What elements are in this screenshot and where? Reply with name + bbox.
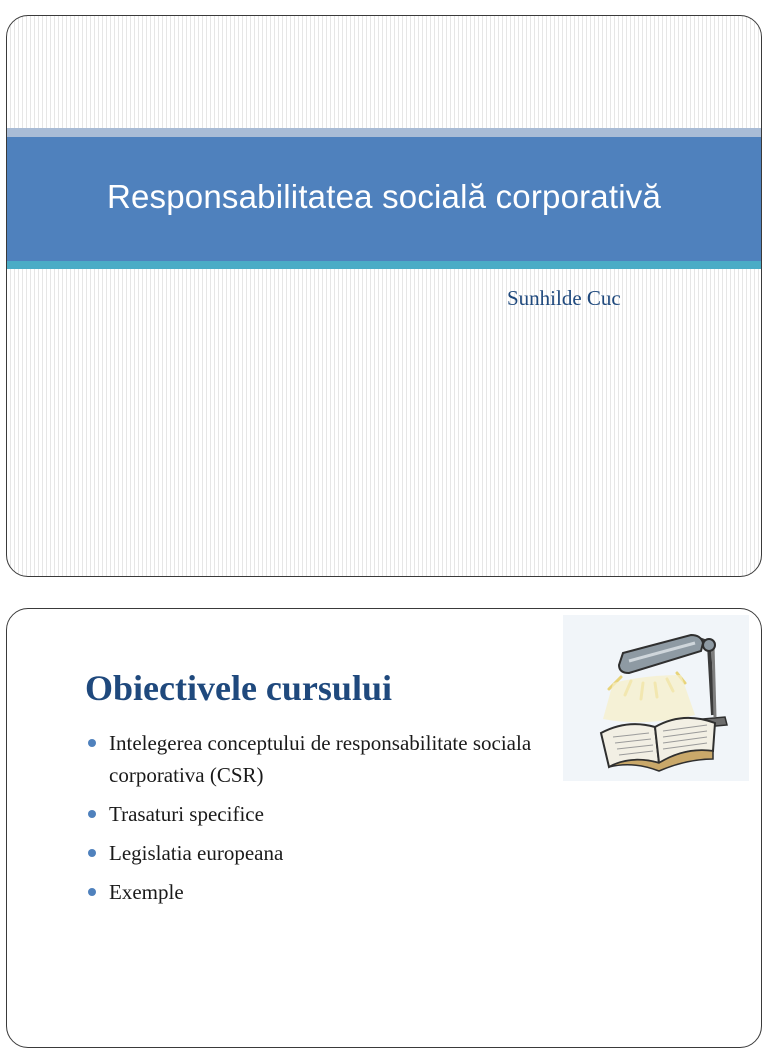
bullet-icon (88, 739, 96, 747)
list-item-text: Legislatia europeana (109, 841, 284, 865)
slide-title: Responsabilitatea socială corporativă (106, 178, 662, 215)
title-band-bottom-stripe (7, 261, 761, 269)
title-slide (6, 15, 762, 577)
list-item (87, 727, 629, 791)
list-item (87, 876, 629, 908)
list-item (87, 837, 629, 869)
bullet-icon (88, 810, 96, 818)
author-name: Sunhilde Cuc (507, 286, 621, 310)
objectives-title: Obiectivele cursului (85, 668, 392, 708)
list-item-text: Trasaturi specifice (109, 802, 264, 826)
title-band-top-stripe (7, 128, 761, 137)
bullet-icon (88, 888, 96, 896)
list-item-text: Intelegerea conceptului de responsabilitate sociala corporativa (CSR) (109, 731, 532, 787)
bullet-icon (88, 849, 96, 857)
objectives-slide (6, 608, 762, 1048)
objectives-list (87, 727, 629, 915)
list-item-text: Exemple (109, 880, 184, 904)
title-band (7, 137, 761, 261)
list-item (87, 798, 629, 830)
